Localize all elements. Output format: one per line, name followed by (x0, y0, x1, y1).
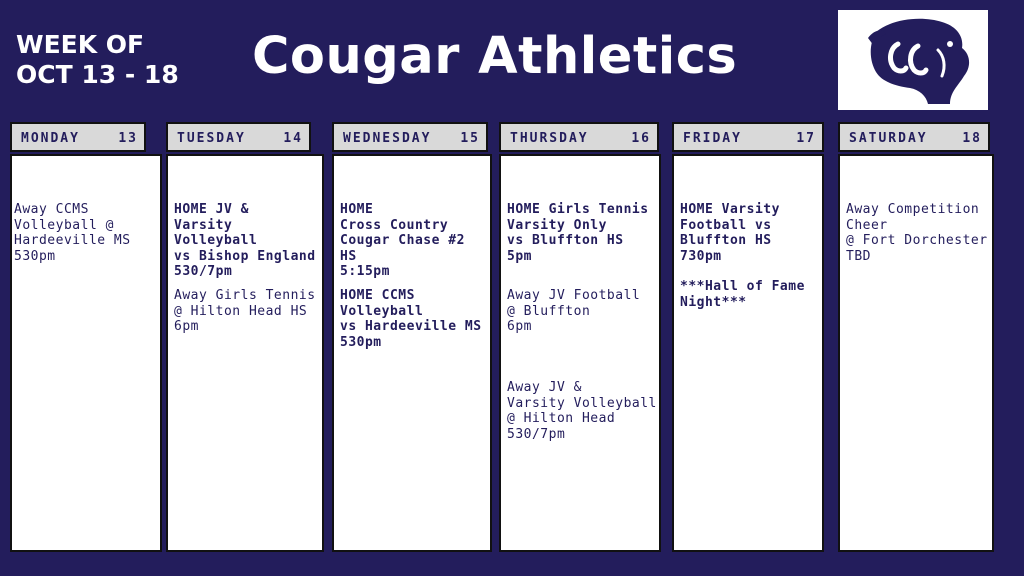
day-date: 18 (962, 131, 982, 146)
event-item: Away JV & Varsity Volleyball @ Hilton Head 530/7pm (507, 380, 657, 442)
day-header-wednesday (332, 122, 488, 152)
day-name: THURSDAY (510, 131, 589, 146)
cougar-head-icon (838, 10, 988, 110)
day-name: TUESDAY (177, 131, 246, 146)
event-item: Away CCMS Volleyball @ Hardeeville MS 530pm (14, 202, 131, 264)
day-events-tuesday (166, 154, 324, 552)
day-name: FRIDAY (683, 131, 742, 146)
day-header-tuesday (166, 122, 311, 152)
event-item: HOME Girls Tennis Varsity Only vs Bluffton HS 5pm (507, 202, 649, 264)
week-label (16, 30, 179, 90)
event-item: HOME Cross Country Cougar Chase #2 HS 5:15pm (340, 202, 465, 279)
day-events-wednesday (332, 154, 492, 552)
day-header-monday (10, 122, 146, 152)
day-date: 17 (796, 131, 816, 146)
day-date: 13 (118, 131, 138, 146)
day-name: MONDAY (21, 131, 80, 146)
day-events-thursday (499, 154, 661, 552)
day-events-friday (672, 154, 824, 552)
event-item: ***Hall of Fame Night*** (680, 279, 805, 310)
day-events-monday (10, 154, 162, 552)
event-item: Away Competition Cheer @ Fort Dorchester TBD (846, 202, 988, 264)
cougar-logo (838, 10, 988, 110)
day-name: SATURDAY (849, 131, 928, 146)
event-item: Away JV Football @ Bluffton 6pm (507, 288, 641, 334)
day-header-thursday (499, 122, 659, 152)
week-label-line1: WEEK OF (16, 30, 145, 59)
day-name: WEDNESDAY (343, 131, 432, 146)
day-date: 16 (631, 131, 651, 146)
day-header-saturday (838, 122, 990, 152)
week-label-line2: OCT 13 - 18 (16, 60, 179, 89)
event-item: Away Girls Tennis @ Hilton Head HS 6pm (174, 288, 316, 334)
day-date: 14 (283, 131, 303, 146)
event-item: HOME Varsity Football vs Bluffton HS 730pm (680, 202, 780, 264)
day-header-friday (672, 122, 824, 152)
event-item: HOME JV & Varsity Volleyball vs Bishop England 530/7pm (174, 202, 316, 279)
day-date: 15 (460, 131, 480, 146)
page-title: Cougar Athletics (252, 27, 738, 86)
event-item: HOME CCMS Volleyball vs Hardeeville MS 530pm (340, 288, 482, 350)
day-events-saturday (838, 154, 994, 552)
